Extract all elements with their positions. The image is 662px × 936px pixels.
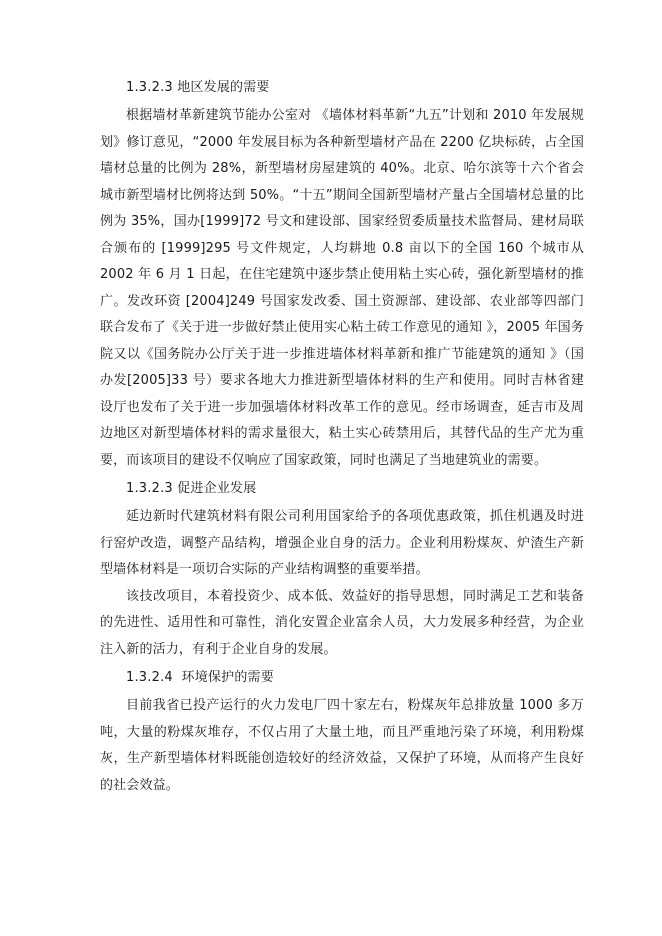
document-page [100, 73, 584, 799]
section-heading-environmental-protection: 1.3.2.4 环境保护的需要 [126, 670, 274, 685]
paragraph-enterprise-policy: 延边新时代建筑材料有限公司利用国家给予的各项优惠政策，抓住机遇及时进行窑炉改造，调整产品结构，增强企业自身的活力。企业利用粉煤灰、炉渣生产新型墙体材料是一项切合实际的产业结构调整的重要举措。 [100, 509, 584, 577]
section-heading-enterprise-development: 1.3.2.3 促进企业发展 [126, 481, 257, 496]
section-heading-regional-development: 1.3.2.3 地区发展的需要 [126, 80, 270, 95]
paragraph-environmental-protection: 目前我省已投产运行的火力发电厂四十家左右，粉煤灰年总排放量 1000 多万吨，大量的粉煤灰堆存，不仅占用了大量土地，而且严重地污染了环境，利用粉煤灰，生产新型墙体材料既能创造较好的经济效益，又保护了环境，从而将产生良好的社会效益。 [100, 698, 584, 793]
paragraph-enterprise-project: 该技改项目，本着投资少、成本低、效益好的指导思想，同时满足工艺和装备的先进性、适用性和可靠性，消化安置企业富余人员，大力发展多种经营，为企业注入新的活力，有利于企业自身的发展。 [100, 588, 584, 657]
paragraph-regional-development: 根据墙材革新建筑节能办公室对 《墙体材料革新“九五”计划和 2010 年发展规划》修订意见，“2000 年发展目标为各种新型墙材产品在 2200 亿块标砖，占全国墙材总量的比例为 28%，新型墙材房屋建筑的 40%。北京、哈尔滨等十六个省会城市新型墙材比例将达到 50%。“十五”期间全国新型墙材产量占全国墙材总量的比例为 35%，国办[1999]72 号文和建设部、国家经贸委质量技术监督局、建材局联合颁布的 [1999]295 号文件规定，人均耕地 0.8 亩以下的全国 160 个城市从 2002 年 6 月 1 日起，在住宅建筑中逐步禁止使用粘土实心砖，强化新型墙材的推广。发改环资 [2004]249 号国家发改委、国土资源部、建设部、农业部等四部门联合发布了《关于进一步做好禁止使用实心粘土砖工作意见的通知 》，2005 年国务院又以《国务院办公厅关于进一步推进墙体材料革新和推广节能建筑的通知 》（国办发[2005]33 号）要求各地大力推进新型墙体材料的生产和使用。同时吉林省建设厅也发布了关于进一步加强墙体材料改革工作的意见。经市场调查，延吉市及周边地区对新型墙体材料的需求量很大，粘土实心砖禁用后，其替代品的生产尤为重要，而该项目的建设不仅响应了国家政策，同时也满足了当地建筑业的需要。 [100, 108, 584, 468]
